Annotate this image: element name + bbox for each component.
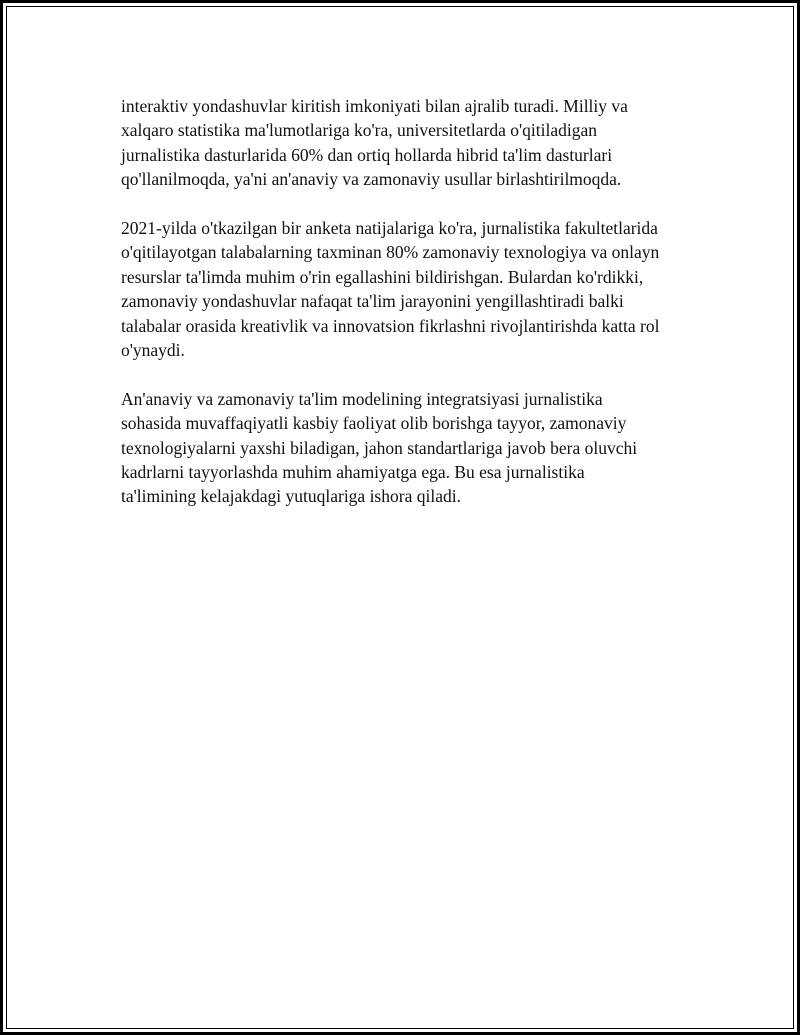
text-line: resurslar ta'limda muhim o'rin egallashini bildirishgan. Bulardan ko'rdikki, [121,266,644,287]
text-line: o'ynaydi. [121,340,185,361]
text-line: sohasida muvaffaqiyatli kasbiy faoliyat olib borishga tayyor, zamonaviy [121,413,627,434]
text-line: kadrlarni tayyorlashda muhim ahamiyatga ega. Bu esa jurnalistika [121,462,585,483]
text-line: o'qitilayotgan talabalarning taxminan 80% zamonaviy texnologiya va onlayn [121,242,660,263]
text-line: ta'limining kelajakdagi yutuqlariga ishora qiladi. [121,486,461,507]
text-line: talabalar orasida kreativlik va innovatsion fikrlashni rivojlantirishda katta rol [121,315,660,336]
text-line: interaktiv yondashuvlar kiritish imkoniyati bilan ajralib turadi. Milliy va [121,96,628,116]
document-body [121,94,711,533]
text-line: jurnalistika dasturlarida 60% dan ortiq hollarda hibrid ta'lim dasturlari [121,144,613,165]
text-line: zamonaviy yondashuvlar nafaqat ta'lim jarayonini yengillashtiradi balki [121,291,624,312]
text-line: An'anaviy va zamonaviy ta'lim modelining integratsiyasi jurnalistika [121,388,603,409]
text-line: qo'llanilmoqda, ya'ni an'anaviy va zamonaviy usullar birlashtirilmoqda. [121,169,622,190]
paragraph-2 [121,216,711,362]
text-line: xalqaro statistika ma'lumotlariga ko'ra, universitetlarda o'qitiladigan [121,120,597,141]
paragraph-3 [121,387,711,509]
paragraph-1 [121,94,711,192]
text-line: texnologiyalarni yaxshi biladigan, jahon standartlariga javob bera oluvchi [121,437,638,458]
text-line: 2021-yilda o'tkazilgan bir anketa natijalariga ko'ra, jurnalistika fakultetlarida [121,218,658,239]
